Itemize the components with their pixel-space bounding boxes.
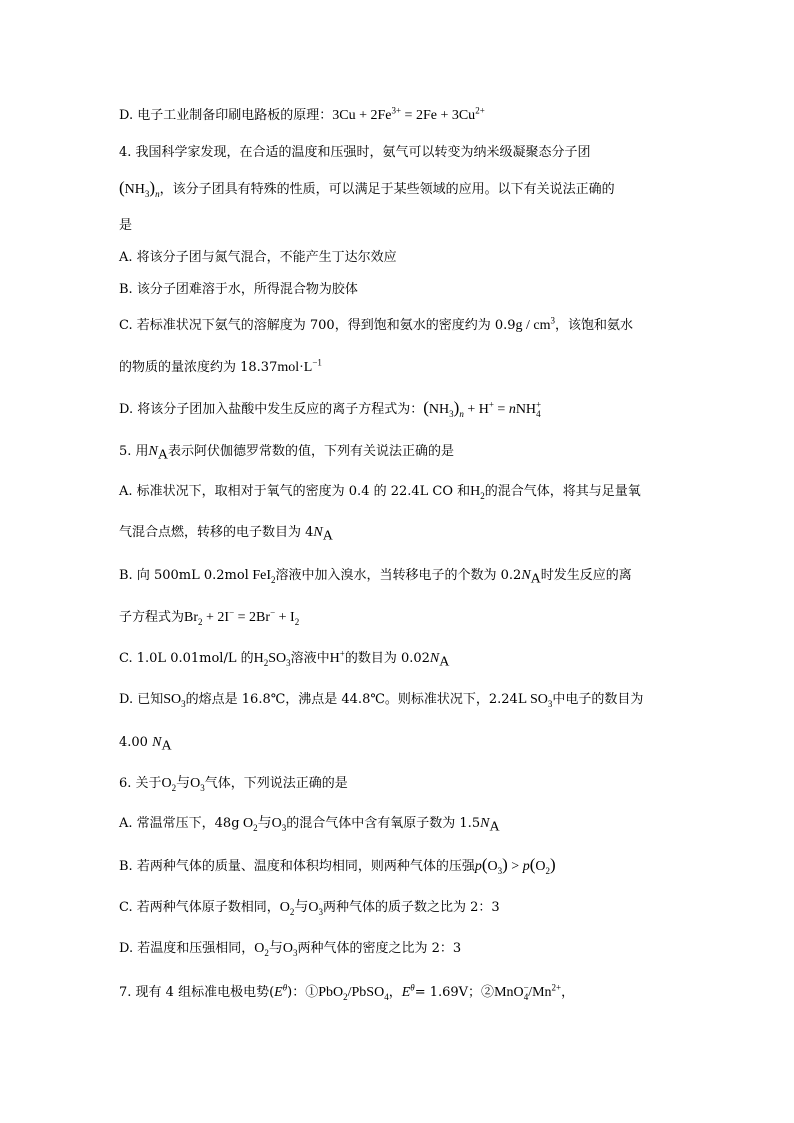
q5-option-c-text3: 的数目为 0.02 (344, 651, 430, 666)
q5-option-b-text3: 时发生反应的离 (540, 568, 632, 583)
q6-option-a-text1: A. 常温常压下，48g (119, 816, 240, 831)
q3-equation: $3Cu + 2Fe^{3+} = 2Fe + 3Cu^{2+}$ (332, 105, 485, 123)
q5-na-d: N (152, 735, 162, 750)
q6-option-c (119, 900, 500, 916)
q6-stem-text2: 气体，下列说法正确的是 (204, 776, 348, 791)
q6-option-d (119, 941, 461, 957)
q4-formula-nh3n: $(NH_3)_n$ (119, 178, 160, 199)
q5-option-b-text2: 溶液中加入溴水，当转移电子的个数为 0.2 (275, 568, 522, 583)
q7-stem (119, 982, 575, 1002)
q4-option-c-line2 (119, 357, 322, 376)
q5-option-a-line1 (119, 484, 641, 500)
q6-option-b (119, 857, 556, 875)
q4-option-b: B. 该分子团难溶于水，所得混合物为胶体 (119, 282, 358, 297)
q5-option-d-text2: 的熔点是 16.8℃，沸点是 44.8℃。则标准状况下，2.24L (185, 692, 527, 707)
q6-o2-o3-d: $O_2$与$O_3$ (254, 941, 298, 958)
q5-option-a-text2: 的混合气体，将其与足量氧 (484, 484, 641, 499)
q4-option-d-text: D. 将该分子团加入盐酸中发生反应的离子方程式为： (119, 402, 424, 417)
q5-option-a-text1: A. 标准状况下，取相对于氧气的密度为 0.4 的 22.4L CO 和 (119, 484, 471, 499)
q6-option-b-text: B. 若两种气体的质量、温度和体积均相同，则两种气体的压强 (119, 859, 475, 874)
q4-stem-line2 (119, 180, 615, 198)
q6-stem-text1: 6. 关于 (119, 776, 162, 791)
q4-ion-equation: $(NH_3)_n + H^+ = nNH^+_4$ (423, 398, 542, 419)
q5-option-b-text1: B. 向 500mL 0.2mol (119, 568, 249, 583)
q7-e-theta: $E^\theta$ (274, 982, 288, 1000)
q5-stem-text1: 5. 用 (119, 444, 149, 459)
q5-so3-a: $SO_3$ (163, 692, 186, 709)
q6-o2-o3-a: $O_2$与$O_3$ (239, 816, 287, 833)
q5-na-b: N (521, 568, 531, 583)
q3-option-d-text: D. 电子工业制备印刷电路板的原理： (119, 108, 333, 123)
q5-option-b-line1: B. 向 500mL 0.2mol FeI$_2$溶液中加入溴水，当转移电子的个数为 $0.2N_A$时发生反应的离 (119, 568, 632, 587)
q6-option-c-text2: 两种气体的质子数之比为 2：3 (323, 900, 500, 915)
q7-stem-text1: 7. 现有 4 组标准电极电势( (119, 985, 275, 1000)
q4-option-c-text2: ，该饱和氨水 (555, 318, 634, 333)
q6-option-a-text2: 的混合气体中含有氧原子数为 1.5 (286, 816, 481, 831)
q6-o2-o3-c: $O_2$与$O_3$ (279, 900, 323, 917)
q4-option-a: A. 将该分子团与氮气混合，不能产生丁达尔效应 (119, 250, 397, 265)
q6-option-a: A. 常温常压下，48g $O_2$与$O_3$的混合气体中含有氧原子数为 $1.5N_A$ (119, 816, 500, 835)
q5-na-a: N (313, 525, 323, 540)
q5-bromine-equation: $Br_2 + 2I^- = 2Br^- + I_2$ (184, 607, 300, 627)
q7-mno4-mn2: $MnO^-_4/Mn^{2+}$ (494, 982, 562, 1002)
q4-option-c-text1: C. 若标准状况下氨气的溶解度为 700，得到饱和氨水的密度约为 0.9 (119, 318, 516, 333)
q5-h2so3: $H_2SO_3$ (253, 651, 291, 668)
q5-option-c-text2: 溶液中 (290, 651, 330, 666)
q5-option-c-text1: C. 1.0L 0.01mol/L 的 (119, 651, 254, 666)
q6-o2-o3: $O_2$与$O_3$ (161, 776, 205, 793)
q7-e-theta-2: $E^\theta$ (401, 982, 415, 1000)
q6-option-d-text2: 两种气体的密度之比为 2：3 (297, 941, 462, 956)
q4-stem-line1: 4. 我国科学家发现，在合适的温度和压强时，氨气可以转变为纳米级凝聚态分子团 (119, 145, 591, 160)
q4-option-c-line1 (119, 315, 634, 334)
q7-stem-text3: ， (388, 985, 402, 1000)
q5-option-a-line2: 气混合点燃，转移的电子数目为 $4N_A$ (119, 525, 333, 544)
q5-option-c: C. 1.0L 0.01mol/L 的$H_2SO_3$溶液中H+的数目为 $0.02N_A$ (119, 648, 450, 670)
q5-option-d-line1 (119, 692, 643, 708)
q7-stem-text4: = 1.69V；② (414, 985, 495, 1000)
q5-fei2: FeI$_2$ (248, 568, 276, 585)
q5-so3-b: $SO_3$ (526, 692, 553, 709)
q7-pbo2-pbso4: PbO$_2$/PbSO$_4$ (318, 985, 389, 1002)
q6-option-d-text1: D. 若温度和压强相同， (119, 941, 255, 956)
q5-option-a-text3: 气混合点燃，转移的电子数目为 4 (119, 525, 314, 540)
q5-option-d-text1: D. 已知 (119, 692, 164, 707)
q4-option-d (119, 400, 541, 418)
q5-h2: $H_2$ (470, 484, 485, 501)
q4-concentration-unit: $mol\cdot L^{-1}$ (277, 357, 322, 375)
q5-stem-text2: 表示阿伏伽德罗常数的值，下列有关说法正确的是 (168, 444, 455, 459)
q6-stem (119, 776, 348, 792)
q5-stem: 5. 用$N_A$表示阿伏伽德罗常数的值，下列有关说法正确的是 (119, 444, 455, 463)
q5-option-d-text4: 4.00 (119, 735, 148, 750)
q5-option-b-text4: 子方程式为 (119, 610, 185, 625)
q4-stem-line3: 是 (119, 218, 133, 233)
q6-pressure-relation: $p(O_3) > p(O_2)$ (474, 855, 556, 876)
q5-na-c: N (429, 651, 440, 666)
q5-option-d-line2: 4.00 $N_A$ (119, 735, 172, 754)
q4-option-c-text3: 的物质的量浓度约为 18.37 (119, 360, 278, 375)
q5-option-b-line2 (119, 607, 300, 627)
q5-option-d-text3: 中电子的数目为 (552, 692, 644, 707)
q3-option-d (119, 105, 485, 124)
q7-stem-text5: ， (561, 985, 575, 1000)
q6-na-a: N (480, 816, 490, 831)
q5-na-symbol: N (148, 444, 158, 459)
q7-stem-text2: )：① (287, 985, 319, 1000)
q4-stem-line2-text: ，该分子团具有特殊的性质，可以满足于某些领域的应用。以下有关说法正确的 (159, 182, 615, 197)
q4-density-unit: g / $cm^3$ (515, 315, 556, 333)
q5-h-ion: H+ (329, 648, 345, 666)
q6-option-c-text1: C. 若两种气体原子数相同， (119, 900, 280, 915)
